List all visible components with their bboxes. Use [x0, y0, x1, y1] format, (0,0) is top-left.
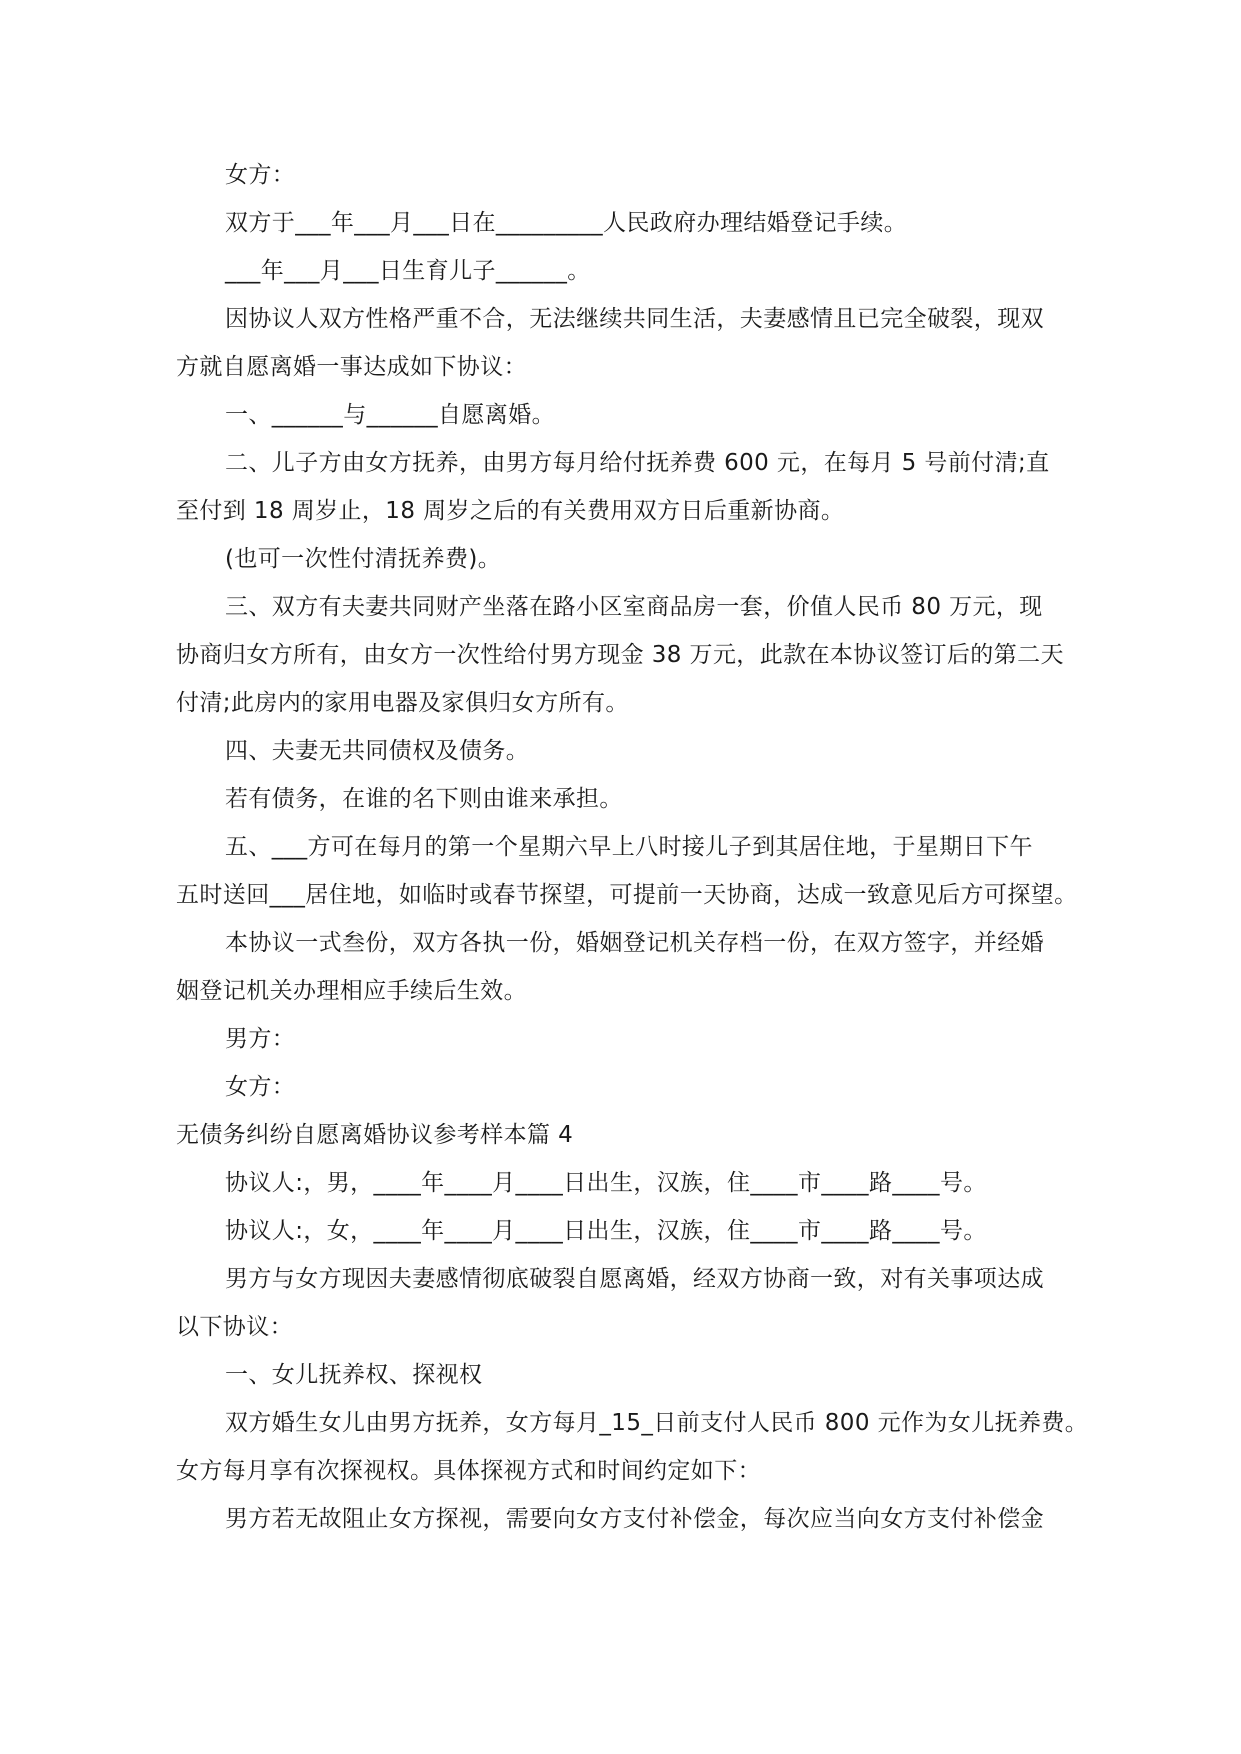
- section-1-heading: 一、女儿抚养权、探视权: [225, 1362, 483, 1388]
- validity-line-2: 姻登记机关办理相应手续后生效。: [176, 978, 527, 1004]
- divorce-reason-line-2: 方就自愿离婚一事达成如下协议：: [176, 354, 527, 380]
- clause-4: 四、夫妻无共同债权及债务。: [225, 738, 530, 764]
- clause-5-line-1: 五、___方可在每月的第一个星期六早上八时接儿子到其居住地，于星期日下午: [225, 834, 1033, 860]
- male-signature-label: 男方：: [225, 1026, 296, 1052]
- son-birth-line: ___年___月___日生育儿子______。: [225, 258, 591, 284]
- clause-3-line-1: 三、双方有夫妻共同财产坐落在路小区室商品房一套，价值人民币 80 万元，现: [225, 594, 1043, 620]
- custody-line-2: 女方每月享有次探视权。具体探视方式和时间约定如下：: [176, 1458, 761, 1484]
- female-party-label: 女方：: [225, 162, 296, 188]
- intro-line-2: 以下协议：: [176, 1314, 293, 1340]
- clause-3-line-2: 协商归女方所有，由女方一次性给付男方现金 38 万元，此款在本协议签订后的第二天: [176, 642, 1064, 668]
- party-male-line: 协议人:，男，____年____月____日出生，汉族，住____市____路____号。: [225, 1170, 987, 1196]
- intro-line-1: 男方与女方现因夫妻感情彻底破裂自愿离婚，经双方协商一致，对有关事项达成: [225, 1266, 1044, 1292]
- party-female-line: 协议人:，女，____年____月____日出生，汉族，住____市____路____号。: [225, 1218, 987, 1244]
- validity-line-1: 本协议一式叁份，双方各执一份，婚姻登记机关存档一份，在双方签字，并经婚: [225, 930, 1044, 956]
- clause-2-line-2: 至付到 18 周岁止，18 周岁之后的有关费用双方日后重新协商。: [176, 498, 845, 524]
- custody-line-1: 双方婚生女儿由男方抚养，女方每月_15_日前支付人民币 800 元作为女儿抚养费。: [225, 1410, 1089, 1436]
- clause-1: 一、______与______自愿离婚。: [225, 402, 555, 428]
- clause-2-line-1: 二、儿子方由女方抚养，由男方每月给付抚养费 600 元，在每月 5 号前付清;直: [225, 450, 1050, 476]
- clause-4-debt-note: 若有债务，在谁的名下则由谁来承担。: [225, 786, 623, 812]
- clause-2-note: (也可一次性付清抚养费)。: [225, 546, 502, 572]
- marriage-registration-line: 双方于___年___月___日在_________人民政府办理结婚登记手续。: [225, 210, 908, 236]
- female-signature-label: 女方：: [225, 1074, 296, 1100]
- sample-4-heading: 无债务纠纷自愿离婚协议参考样本篇 4: [176, 1122, 574, 1148]
- divorce-reason-line-1: 因协议人双方性格严重不合，无法继续共同生活，夫妻感情且已完全破裂，现双: [225, 306, 1044, 332]
- clause-5-line-2: 五时送回___居住地，如临时或春节探望，可提前一天协商，达成一致意见后方可探望。: [176, 882, 1078, 908]
- compensation-line: 男方若无故阻止女方探视，需要向女方支付补偿金，每次应当向女方支付补偿金: [225, 1506, 1044, 1532]
- clause-3-line-3: 付清;此房内的家用电器及家俱归女方所有。: [176, 690, 629, 716]
